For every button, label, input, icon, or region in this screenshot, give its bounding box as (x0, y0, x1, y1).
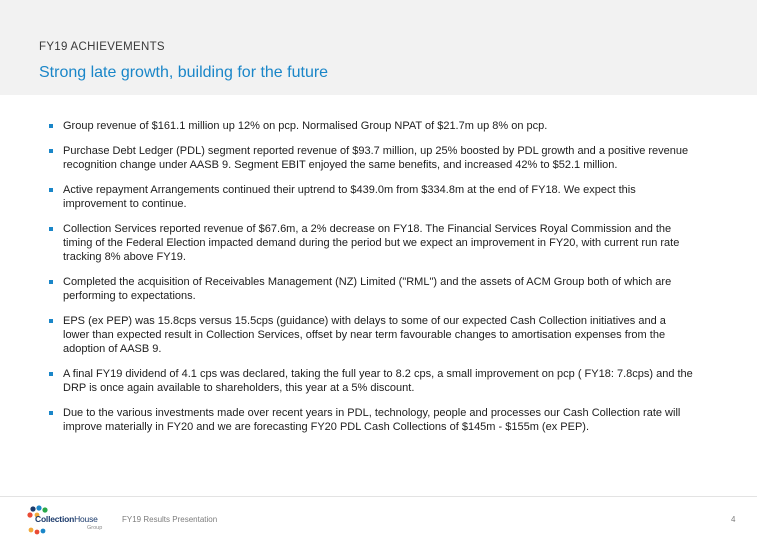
achievements-list (45, 119, 695, 445)
bullet-text: Collection Services reported revenue of $67.6m, a 2% decrease on FY18. The Financial Services Royal Commission and the timing of the Federal Election impacted demand during the period but we expect an improvement in FY20, with current run rate tracking 8% above FY19. (63, 223, 680, 263)
bullet-text: Group revenue of $161.1 million up 12% on pcp. Normalised Group NPAT of $21.7m up 8% on pcp. (63, 120, 548, 132)
footer-presentation-title: FY19 Results Presentation (122, 515, 218, 524)
bullet-text: A final FY19 dividend of 4.1 cps was declared, taking the full year to 8.2 cps, a small improvement on pcp ( FY18: 7.8cps) and the DRP is once again available to shareholders, this year at a 5% discount. (63, 368, 693, 394)
bullet-square-icon (49, 124, 53, 128)
bullet-square-icon (49, 280, 53, 284)
logo-wordmark: CollectionHouse (35, 514, 98, 524)
bullet-item (45, 275, 695, 303)
bullet-square-icon (49, 227, 53, 231)
slide-title: Strong late growth, building for the future (39, 64, 329, 81)
bullet-text: Due to the various investments made over recent years in PDL, technology, people and processes our Cash Collection rate will improve materially in FY20 and we are forecasting FY20 PDL Cash Collections of $145m - $155m (ex PEP). (63, 407, 681, 433)
bullet-text: Active repayment Arrangements continued their uptrend to $439.0m from $334.8m at the end of FY18. We expect this improvement to continue. (63, 184, 636, 210)
bullet-item (45, 406, 695, 434)
bullet-square-icon (49, 319, 53, 323)
footer-divider (0, 496, 757, 497)
section-label: FY19 ACHIEVEMENTS (39, 41, 165, 53)
bullet-text: EPS (ex PEP) was 15.8cps versus 15.5cps (guidance) with delays to some of our expected Cash Collection initiatives and a lower than expected result in Collection Services, offset by near term favourable changes to amortisation expenses from the adoption of AASB 9. (63, 315, 666, 355)
bullet-square-icon (49, 372, 53, 376)
bullet-square-icon (49, 188, 53, 192)
bullet-item (45, 314, 695, 356)
bullet-item (45, 222, 695, 264)
bullet-text: Completed the acquisition of Receivables Management (NZ) Limited ("RML") and the assets of ACM Group both of which are performing to expectations. (63, 276, 672, 302)
logo-subtext: Group (87, 525, 103, 531)
bullet-square-icon (49, 149, 53, 153)
bullet-square-icon (49, 411, 53, 415)
bullet-item (45, 367, 695, 395)
page-number: 4 (731, 515, 736, 524)
bullet-item (45, 119, 695, 133)
bullet-item (45, 144, 695, 172)
bullet-text: Purchase Debt Ledger (PDL) segment reported revenue of $93.7 million, up 25% boosted by PDL growth and a positive revenue recognition change under AASB 9. Segment EBIT enjoyed the same benefits, and increased 42% to $52.1 million. (63, 145, 689, 171)
bullet-item (45, 183, 695, 211)
slide-header (0, 0, 757, 95)
